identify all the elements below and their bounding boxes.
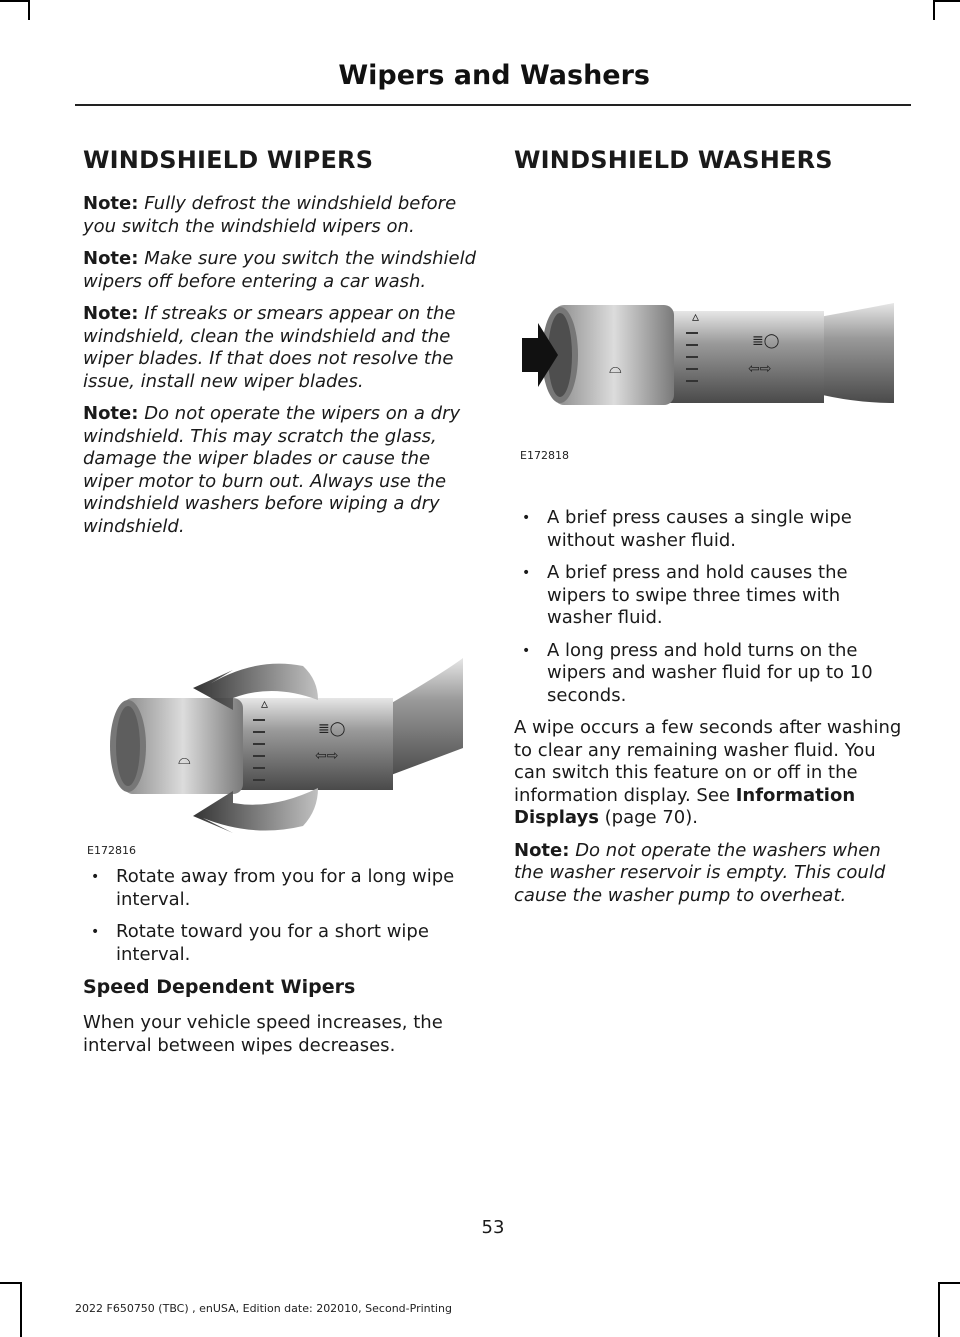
- figure-code: E172818: [520, 449, 569, 462]
- note-label: Note:: [83, 303, 139, 324]
- svg-text:⌓: ⌓: [609, 358, 622, 377]
- crop-mark: [20, 1282, 22, 1337]
- svg-text:≣◯: ≣◯: [318, 721, 346, 737]
- left-column: [83, 146, 483, 1067]
- note: [83, 248, 483, 293]
- svg-text:▵: ▵: [692, 309, 700, 325]
- list-item: • Rotate toward you for a short wipe interval.: [83, 921, 483, 966]
- section-title: Wipers and Washers: [338, 60, 650, 91]
- figure-code: E172816: [87, 844, 136, 857]
- svg-text:⇦⇨: ⇦⇨: [315, 748, 339, 764]
- list-item: • A long press and hold turns on the wipers and washer fluid for up to 10 seconds.: [514, 640, 909, 708]
- crop-mark: [0, 0, 28, 2]
- note-label: Note:: [83, 248, 139, 269]
- svg-text:⌓: ⌓: [178, 749, 191, 768]
- page-number: 53: [481, 1217, 505, 1238]
- windshield-washers-heading: WINDSHIELD WASHERS: [514, 146, 833, 174]
- crop-mark: [933, 0, 935, 20]
- list-item: • Rotate away from you for a long wipe interval.: [83, 866, 483, 911]
- note: [83, 193, 483, 238]
- information-displays-link[interactable]: Information Displays: [514, 784, 856, 828]
- note: [83, 403, 483, 538]
- press-bullet-list: [514, 507, 909, 707]
- note-label: Note:: [83, 193, 139, 214]
- note-text: If streaks or smears appear on the windshield, clean the windshield and the wiper blades. If that does not resolve the issue, install new wiper blades.: [83, 303, 456, 392]
- crop-mark: [28, 0, 30, 20]
- paragraph-text: (page 70).: [598, 807, 698, 828]
- wiper-stalk-illustration: [83, 548, 483, 848]
- washer-stalk-illustration: [514, 193, 909, 483]
- note-label: Note:: [514, 839, 570, 861]
- note: [83, 303, 483, 393]
- footer-text: 2022 F650750 (TBC) , enUSA, Edition date: 202010, Second-Printing: [75, 1302, 452, 1315]
- windshield-wipers-heading: WINDSHIELD WIPERS: [83, 146, 374, 174]
- list-item: • A brief press causes a single wipe without washer fluid.: [514, 507, 909, 552]
- note-text: Do not operate the washers when the washer reservoir is empty. This could cause the washer pump to overheat.: [514, 839, 886, 906]
- note-label: Note:: [83, 403, 139, 424]
- crop-mark: [940, 1282, 960, 1284]
- svg-text:⇦⇨: ⇦⇨: [748, 361, 772, 377]
- auto-wipe-paragraph: [514, 717, 909, 830]
- list-item: • A brief press and hold causes the wipers to swipe three times with washer fluid.: [514, 562, 909, 630]
- svg-text:▵: ▵: [261, 696, 269, 712]
- paragraph-text: A wipe occurs a few seconds after washing to clear any remaining washer fluid. You can switch this feature on or off in the information display. See: [514, 717, 902, 806]
- crop-mark: [938, 1282, 940, 1337]
- speed-dependent-paragraph: When your vehicle speed increases, the interval between wipes decreases.: [83, 1012, 443, 1056]
- right-column: [514, 146, 909, 917]
- note: [514, 840, 909, 908]
- crop-mark: [935, 0, 960, 2]
- crop-mark: [0, 1282, 20, 1284]
- wiper-stalk-rotate-figure: [83, 548, 483, 866]
- note-text: Do not operate the wipers on a dry windshield. This may scratch the glass, damage the wiper blades or cause the wiper motor to burn out. Always use the windshield washers before wiping a dry windshield.: [83, 403, 461, 537]
- note-text: Fully defrost the windshield before you switch the windshield wipers on.: [83, 193, 457, 237]
- washer-stalk-press-figure: [514, 193, 909, 507]
- rotate-bullet-list: [83, 866, 483, 966]
- svg-text:≣◯: ≣◯: [752, 333, 780, 349]
- note-text: Make sure you switch the windshield wipers off before entering a car wash.: [83, 248, 477, 292]
- header-rule: [75, 104, 911, 106]
- speed-dependent-wipers-heading: Speed Dependent Wipers: [83, 976, 356, 998]
